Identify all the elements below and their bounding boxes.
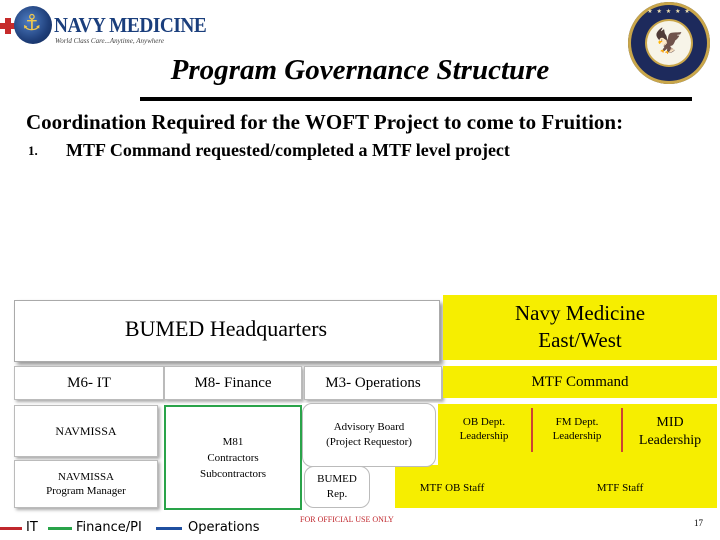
logo-text: NAVY MEDICINE (54, 13, 207, 37)
navmissa-box: NAVMISSA (14, 405, 158, 457)
legend-it-line (0, 527, 22, 530)
mid-line2: Leadership (638, 433, 702, 448)
bumed-rep-line2: Rep. (326, 488, 348, 500)
m81-line1: M81 (222, 435, 244, 448)
navmissa-pm-line1: NAVMISSA (57, 471, 115, 483)
fm-dept-leadership (536, 406, 618, 452)
list-item-text: MTF Command requested/completed a MTF level project (66, 140, 510, 160)
navy-medicine-line2: East/West (538, 328, 622, 352)
page-title: Program Governance Structure (170, 54, 550, 86)
anchor-icon: ⚓ (22, 11, 42, 36)
bumed-rep-box (304, 466, 370, 508)
fm-line2: Leadership (552, 430, 602, 442)
navy-medicine-label (443, 300, 717, 354)
list-item-number: 1. (28, 143, 38, 158)
m6-it-header: M6- IT (14, 366, 164, 400)
navmissa-pm-line2: Program Manager (46, 485, 126, 497)
separator-line (621, 408, 623, 452)
page-number: 17 (694, 518, 703, 528)
mtf-ob-staff: MTF OB Staff (419, 482, 485, 494)
m81-line2: Contractors (207, 451, 259, 464)
m81-line3: Subcontractors (200, 467, 266, 480)
bumed-rep-line1: BUMED (317, 473, 357, 485)
m8-finance-header: M8- Finance (164, 366, 302, 400)
seal-stars-icon: ★ ★ ★ ★ ★ (647, 8, 691, 15)
eagle-icon: 🦅 (654, 27, 684, 55)
ob-dept-leadership (440, 406, 528, 452)
navmissa-program-manager-box (14, 460, 158, 508)
classification-label: FOR OFFICIAL USE ONLY (300, 515, 394, 524)
fm-line1: FM Dept. (555, 416, 599, 428)
title-divider (140, 97, 692, 101)
mid-line1: MID (656, 415, 684, 430)
bumed-headquarters-label: BUMED Headquarters (124, 316, 328, 341)
advisory-line2: (Project Requestor) (326, 436, 412, 448)
legend-operations-line (156, 527, 182, 530)
ob-line2: Leadership (459, 430, 509, 442)
navy-medicine-line1: Navy Medicine (514, 301, 646, 325)
mid-leadership (624, 404, 716, 460)
logo-tagline: World Class Care...Anytime, Anywhere (55, 37, 164, 45)
m81-contractors-box (164, 405, 302, 510)
ob-line1: OB Dept. (462, 416, 506, 428)
legend-finance: Finance/PI (76, 520, 142, 535)
m3-operations-header: M3- Operations (304, 366, 442, 400)
mtf-staff: MTF Staff (596, 482, 644, 494)
advisory-board-box (302, 403, 436, 467)
legend-finance-line (48, 527, 72, 530)
legend-it: IT (26, 520, 38, 535)
legend-operations: Operations (188, 520, 260, 535)
coordination-heading: Coordination Required for the WOFT Project to come to Fruition: (26, 110, 624, 134)
advisory-line1: Advisory Board (333, 421, 405, 433)
mtf-command-header: MTF Command (443, 366, 717, 398)
separator-line (531, 408, 533, 452)
